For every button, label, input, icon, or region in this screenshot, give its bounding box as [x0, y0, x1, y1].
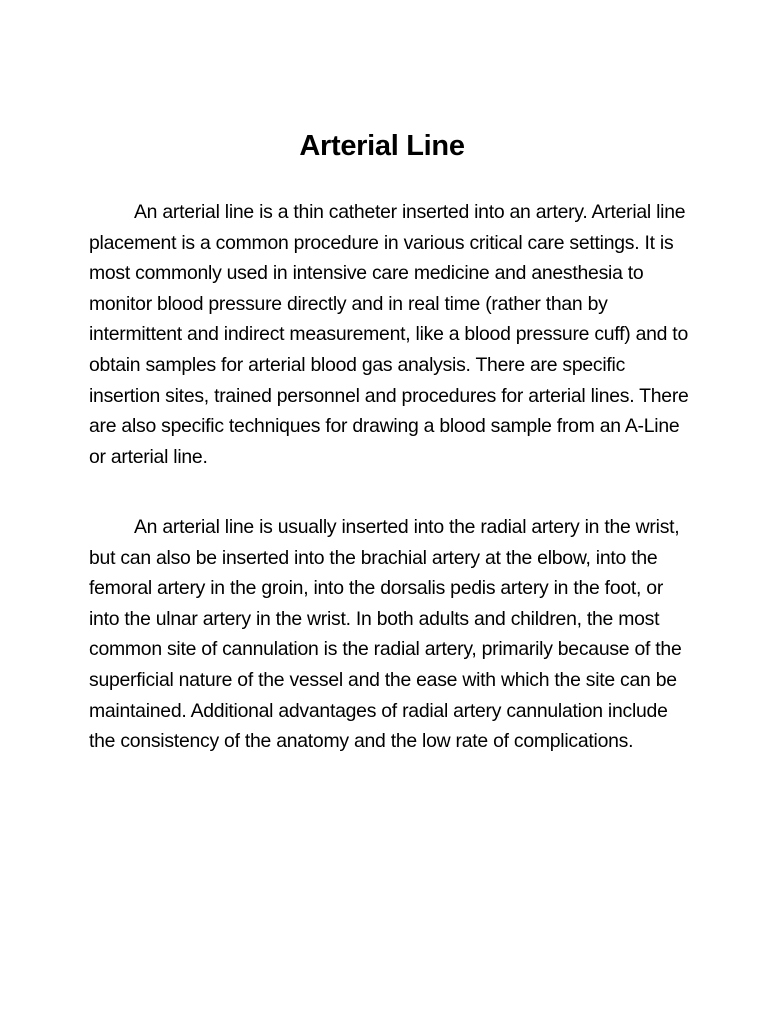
paragraph-2: An arterial line is usually inserted into the radial artery in the wrist, but can also be inserted into the brachial artery at the elbow, into the femoral artery in the groin, into the dorsalis pedis artery in the foot, or into the ulnar artery in the wrist. In both adults and children, the most common site of cannulation is the radial artery, primarily because of the superficial nature of the vessel and the ease with which the site can be maintained. Additional advantages of radial artery cannulation include the consistency of the anatomy and the low rate of complications.	[89, 516, 682, 753]
paragraph-1: An arterial line is a thin catheter inserted into an artery. Arterial line placement is a common procedure in various critical care settings. It is most commonly used in intensive care medicine and anesthesia to monitor blood pressure directly and in real time (rather than by intermittent and indirect measurement, like a blood pressure cuff) and to obtain samples for arterial blood gas analysis. There are specific insertion sites, trained personnel and procedures for arterial lines. There are also specific techniques for drawing a blood sample from an A-Line or arterial line.	[89, 201, 689, 468]
document-title: Arterial Line	[299, 130, 465, 162]
